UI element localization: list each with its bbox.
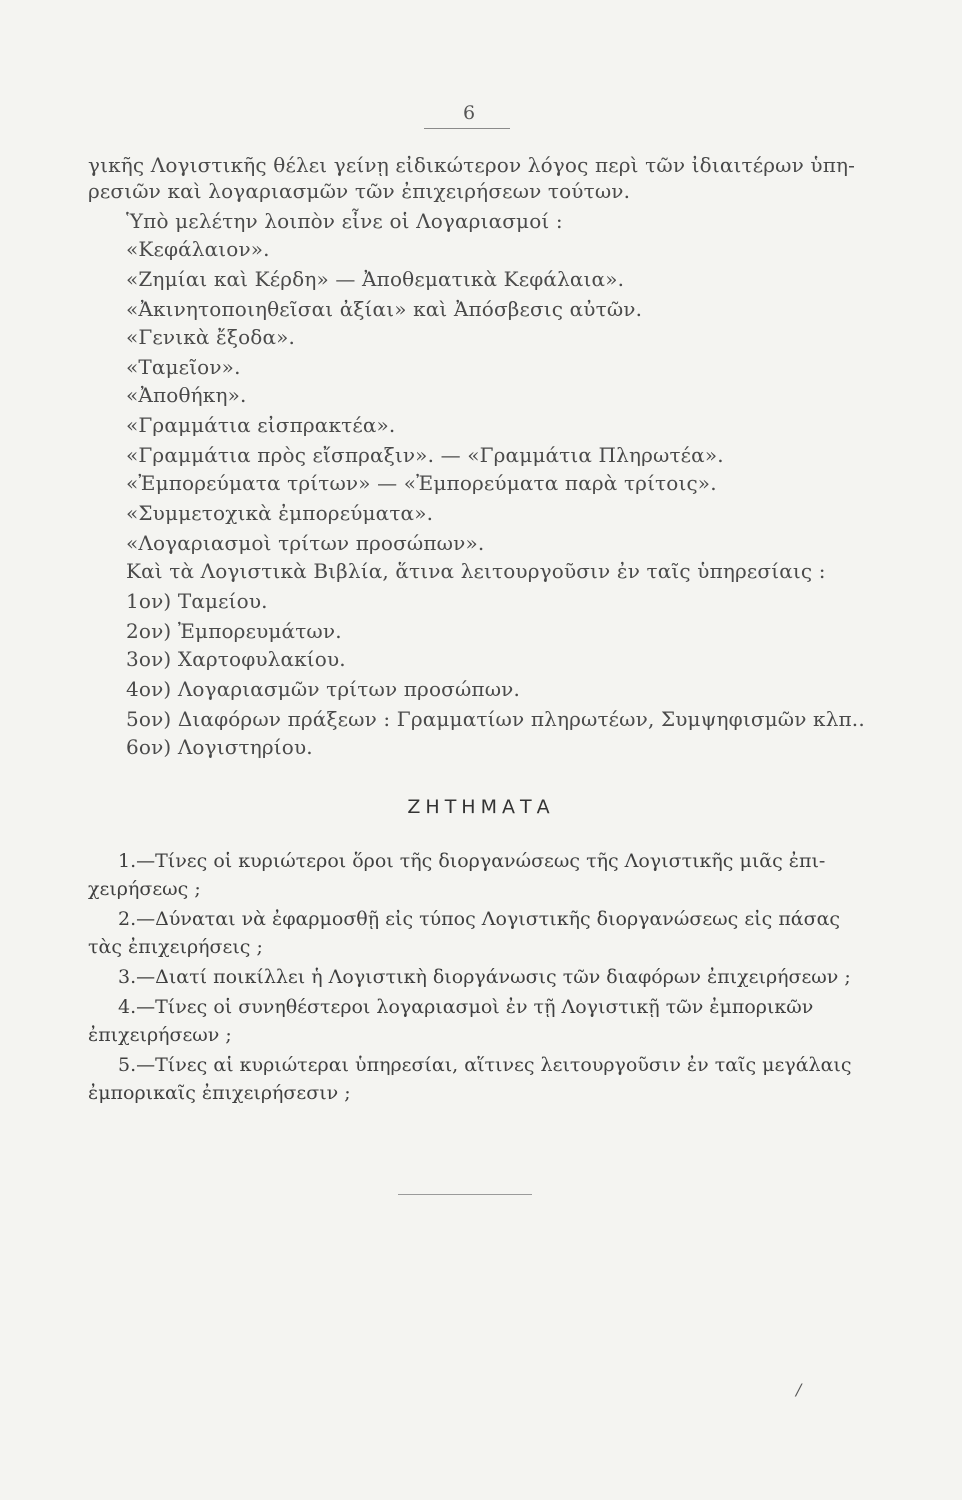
body-line: «Ἀποθήκη». xyxy=(126,383,247,407)
footer-rule xyxy=(398,1194,532,1195)
question-line: 1.—Τίνες οἱ κυριώτεροι ὅροι τῆς διοργανώσεως τῆς Λογιστικῆς μιᾶς ἐπι- xyxy=(118,850,826,872)
body-line: «Συμμετοχικὰ ἐμπορεύματα». xyxy=(126,501,434,525)
book-list-item: 5ον) Διαφόρων πράξεων : Γραμματίων πληρωτέων, Συμψηφισμῶν κλπ.. xyxy=(126,707,865,731)
question-line: ἐμπορικαῖς ἐπιχειρήσεσιν ; xyxy=(88,1082,351,1104)
body-line: «Λογαριασμοὶ τρίτων προσώπων». xyxy=(126,531,485,555)
body-line: «Ἐμπορεύματα τρίτων» — «Ἐμπορεύματα παρὰ τρίτοις». xyxy=(126,471,717,495)
question-line: 2.—Δύναται νὰ ἐφαρμοσθῇ εἰς τύπος Λογιστικῆς διοργανώσεως εἰς πάσας xyxy=(118,908,841,930)
book-list-item: 1ον) Ταμείου. xyxy=(126,589,268,613)
question-line: 5.—Τίνες αἱ κυριώτεραι ὑπηρεσίαι, αἵτινες λειτουργοῦσιν ἐν ταῖς μεγάλαις xyxy=(118,1054,852,1076)
question-line: χειρήσεως ; xyxy=(88,878,201,900)
body-line: «Γενικὰ ἔξοδα». xyxy=(126,325,296,349)
body-line: «Ζημίαι καὶ Κέρδη» — Ἀποθεματικὰ Κεφάλαια». xyxy=(126,267,625,291)
question-line: ἐπιχειρήσεων ; xyxy=(88,1024,232,1046)
book-list-item: 6ον) Λογιστηρίου. xyxy=(126,735,313,759)
question-line: τὰς ἐπιχειρήσεις ; xyxy=(88,936,263,958)
body-line: «Κεφάλαιον». xyxy=(126,237,270,261)
body-line: «Γραμμάτια πρὸς εἴσπραξιν». — «Γραμμάτια Πληρωτέα». xyxy=(126,443,724,467)
book-list-item: 2ον) Ἐμπορευμάτων. xyxy=(126,619,342,643)
body-line: «Ἀκινητοποιηθεῖσαι ἀξίαι» καὶ Ἀπόσβεσις αὐτῶν. xyxy=(126,297,643,321)
page-number: 6 xyxy=(462,102,476,124)
stray-mark: / xyxy=(796,1380,802,1399)
book-list-item: 4ον) Λογαριασμῶν τρίτων προσώπων. xyxy=(126,677,520,701)
question-line: 3.—Διατί ποικίλλει ἡ Λογιστικὴ διοργάνωσις τῶν διαφόρων ἐπιχειρήσεων ; xyxy=(118,966,851,988)
page-number-rule xyxy=(424,128,510,129)
body-line: Καὶ τὰ Λογιστικὰ Βιβλία, ἅτινα λειτουργοῦσιν ἐν ταῖς ὑπηρεσίαις : xyxy=(126,559,826,583)
body-line: γικῆς Λογιστικῆς θέλει γείνῃ εἰδικώτερον λόγος περὶ τῶν ἰδιαιτέρων ὑπη- xyxy=(88,153,856,177)
book-list-item: 3ον) Χαρτοφυλακίου. xyxy=(126,647,346,671)
body-line: ρεσιῶν καὶ λογαριασμῶν τῶν ἐπιχειρήσεων τούτων. xyxy=(88,179,631,203)
section-heading: ΖΗΤΗΜΑΤΑ xyxy=(407,796,555,818)
body-line: «Ταμεῖον». xyxy=(126,355,241,379)
question-line: 4.—Τίνες οἱ συνηθέστεροι λογαριασμοὶ ἐν τῇ Λογιστικῇ τῶν ἐμπορικῶν xyxy=(118,996,814,1018)
body-line: Ὑπὸ μελέτην λοιπὸν εἶνε οἱ Λογαριασμοί : xyxy=(126,209,563,233)
body-line: «Γραμμάτια εἰσπρακτέα». xyxy=(126,413,396,437)
